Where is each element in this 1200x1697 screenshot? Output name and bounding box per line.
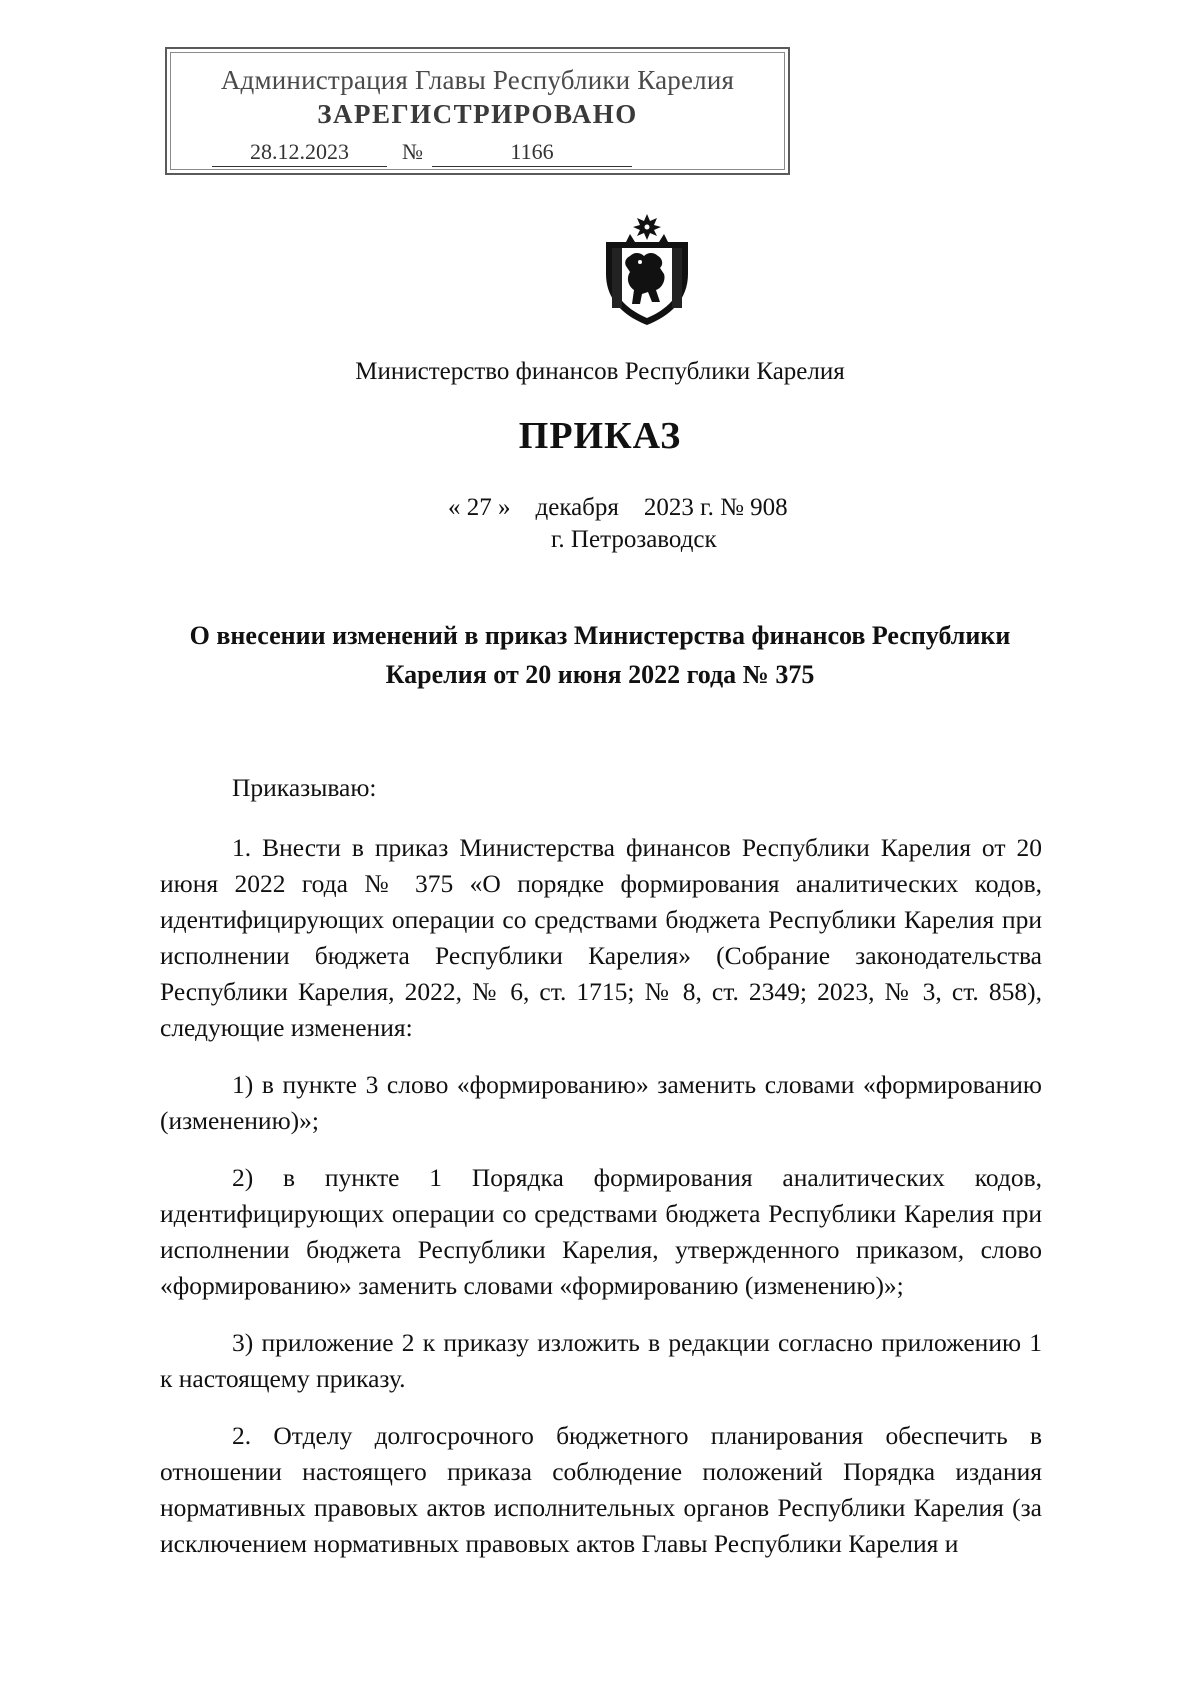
stamp-date: 28.12.2023 [212, 139, 387, 167]
stamp-registration-line [212, 139, 782, 169]
stamp-registered-label: ЗАРЕГИСТРИРОВАНО [317, 99, 638, 129]
body-paragraph: 1. Внести в приказ Министерства финансов Республики Карелия от 20 июня 2022 года № 375 «О порядке формирования аналитических кодов, идентифицирующих операции со средствами бюджета Республики Карелия при исполнении бюджета Республики Карелия» (Собрание законодательства Республики Карелия, 2022, № 6, ст. 1715; № 8, ст. 2349; 2023, № 3, ст. 858), следующие изменения: [160, 833, 1042, 1042]
body-paragraph: 1) в пункте 3 слово «формированию» заменить словами «формированию (изменению)»; [160, 1070, 1042, 1135]
order-subject [150, 616, 1050, 694]
order-date-number: « 27 » декабря 2023 г. № 908 [448, 494, 788, 521]
body-paragraph: 3) приложение 2 к приказу изложить в редакции согласно приложению 1 к настоящему приказу. [160, 1328, 1042, 1393]
body-paragraph: Приказываю: [232, 773, 377, 802]
document-title: ПРИКАЗ [518, 415, 682, 457]
ministry-name: Министерство финансов Республики Карелия [355, 358, 845, 385]
stamp-number-sign: № [402, 139, 423, 164]
stamp-number: 1166 [432, 139, 632, 167]
order-body [160, 770, 1042, 1583]
order-subject-line: О внесении изменений в приказ Министерства финансов Республики [189, 621, 1011, 650]
registration-stamp [165, 47, 790, 175]
body-paragraph: 2. Отделу долгосрочного бюджетного планирования обеспечить в отношении настоящего приказа соблюдение положений Порядка издания нормативных правовых актов исполнительных органов Республики Карелия (за исключением нормативных правовых актов Главы Республики Карелия и [160, 1421, 1042, 1558]
body-paragraph: 2) в пункте 1 Порядка формирования аналитических кодов, идентифицирующих операции со средствами бюджета Республики Карелия при исполнении бюджета Республики Карелия, утвержденного приказом, слово «формированию» заменить словами «формированию (изменению)»; [160, 1163, 1042, 1300]
karelia-coat-of-arms-icon [600, 212, 694, 328]
stamp-organization: Администрация Главы Республики Карелия [220, 65, 735, 95]
order-city: г. Петрозаводск [551, 526, 717, 553]
order-subject-line: Карелия от 20 июня 2022 года № 375 [385, 660, 815, 689]
